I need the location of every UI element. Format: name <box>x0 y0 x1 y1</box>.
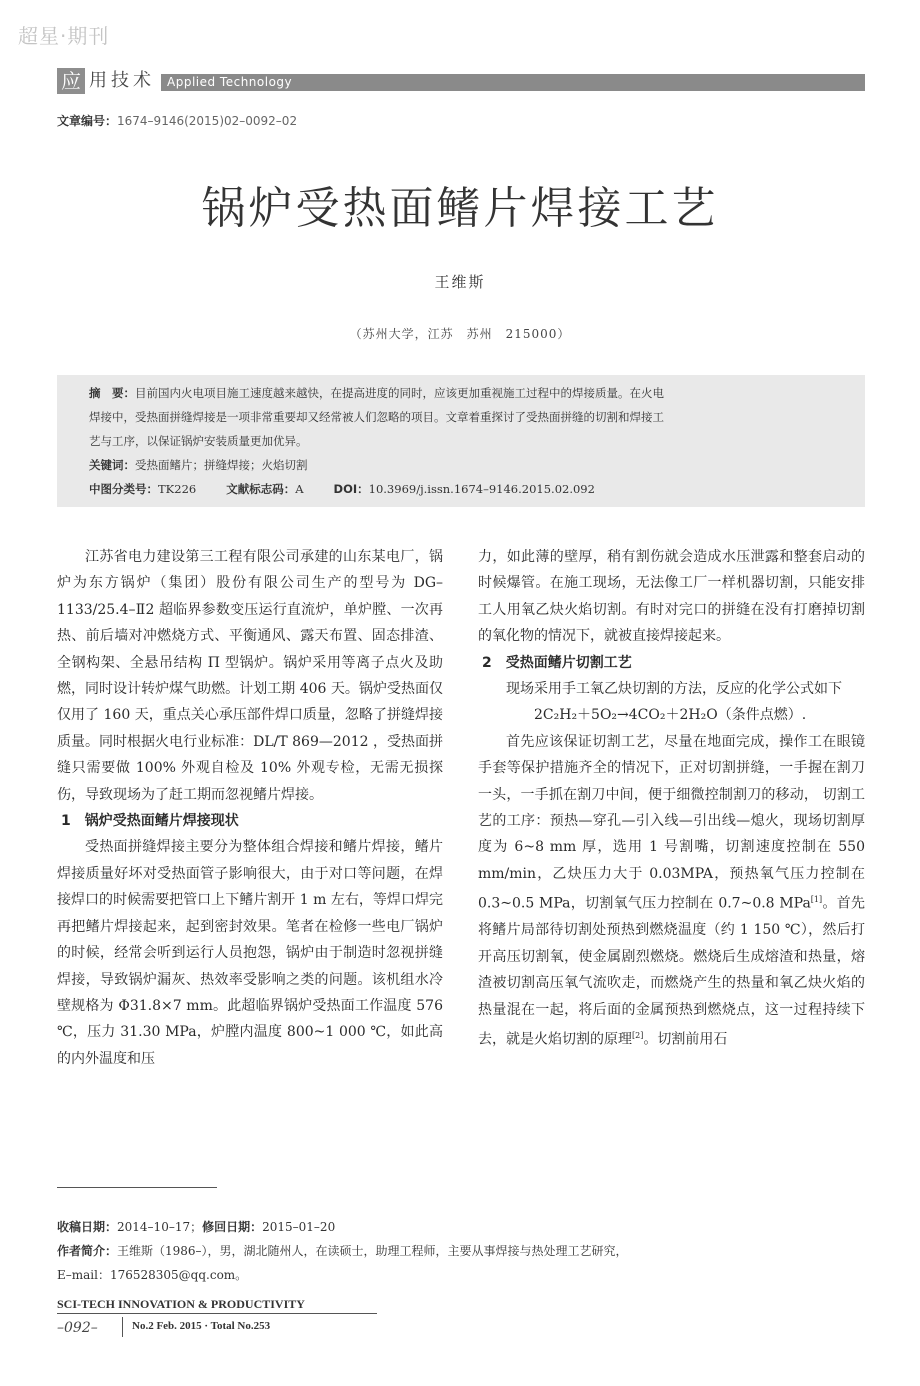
doc-code-label: 文献标志码： <box>226 482 296 496</box>
footnote-divider <box>57 1187 217 1188</box>
received-label: 收稿日期： <box>57 1220 118 1234</box>
abstract-label: 摘 要： <box>89 386 135 400</box>
revised-date: 2015–01–20 <box>262 1220 336 1234</box>
abstract-box <box>57 375 865 507</box>
left-column <box>57 544 443 1072</box>
abstract-line <box>89 385 664 401</box>
paragraph-continued: 力，如此薄的壁厚，稍有割伤就会造成水压泄露和整套启动的时候爆管。在施工现场，无法像工厂一样机器切割，只能安排工人用氧乙炔火焰切割。有时对完口的拼缝在没有打磨掉切割的氧化物的情况下，就被直接焊接起来。 <box>478 549 865 645</box>
author-name: 王维斯 <box>434 273 486 291</box>
article-number-label: 文章编号： <box>57 114 118 128</box>
section-title-en: Applied Technology <box>167 75 293 89</box>
journal-divider <box>57 1313 377 1314</box>
revised-label: 修回日期： <box>202 1220 263 1234</box>
bio-text: 王维斯（1986–），男，湖北随州人，在读硕士，助理工程师，主要从事焊接与热处理工艺研究， <box>117 1244 628 1258</box>
abstract-line: 焊接中，受热面拼缝焊接是一项非常重要却又经常被人们忽略的项目。文章着重探讨了受热面拼缝的切割和焊接工 <box>89 410 664 424</box>
process-text-2: 。首先将鳍片局部待切割处预热到燃烧温度（约 1 150 ℃），然后打开高压切割氧，使金属剧烈燃烧。燃烧后生成熔渣和热量，熔渣被切割高压氧气流吹走，而燃烧产生的热量和氧乙炔火焰的热量混在一起，将后面的金属预热到燃烧点，这一过程持续下去，就是火焰切割的原理 <box>478 895 865 1048</box>
clc-value: TK226 <box>158 482 197 496</box>
abstract-line: 艺与工序，以保证锅炉安装质量更加优异。 <box>89 434 308 448</box>
paragraph-process <box>478 729 865 1053</box>
keywords: 受热面鳍片；拼缝焊接；火焰切割 <box>135 458 308 472</box>
section-heading-2: 2 受热面鳍片切割工艺 <box>482 654 632 671</box>
bio-label: 作者简介： <box>57 1244 118 1258</box>
doi-label: DOI： <box>333 482 369 496</box>
reference-2[interactable]: [2] <box>632 1030 644 1040</box>
paper-title: 锅炉受热面鳍片焊接工艺 <box>201 183 719 234</box>
section-initial: 应 <box>57 68 85 94</box>
clc-label: 中图分类号： <box>89 482 158 496</box>
article-number-value: 1674–9146(2015)02–0092–02 <box>117 114 298 128</box>
right-column <box>478 544 865 1053</box>
affiliation: （苏州大学，江苏 苏州 215000） <box>349 327 571 341</box>
paragraph-method: 现场采用手工氧乙炔切割的方法，反应的化学公式如下 <box>506 681 842 698</box>
paragraph-status: 受热面拼缝焊接主要分为整体组合焊接和鳍片焊接，鳍片焊接质量好坏对受热面管子影响很大，由于对口等问题，在焊接焊口的时候需要把管口上下鳍片割开 1 m 左右，等焊口焊完再把鳍片焊接起来，起到密封效果。笔者在检修一些电厂锅炉的时候，经常会听到运行人员抱怨，锅炉由于制造时忽视拼缝焊接，导致锅炉漏灰、热效率受影响之类的问题。该机组水冷壁规格为 Φ31.8×7 mm。此超临界锅炉受热面工作温度 576 ℃，压力 31.30 MPa，炉膛内温度 800~1 000 ℃，如此高的内外温度和压 <box>57 839 443 1067</box>
classification-line <box>89 481 595 497</box>
doi-value: 10.3969/j.issn.1674–9146.2015.02.092 <box>368 482 595 496</box>
keywords-label: 关键词： <box>89 458 135 472</box>
section-heading-1: 1 锅炉受热面鳍片焊接现状 <box>61 813 239 830</box>
footer-separator <box>122 1317 123 1337</box>
page-number: –092– <box>57 1320 98 1336</box>
author-bio <box>57 1242 628 1259</box>
issue-info: No.2 Feb. 2015 · Total No.253 <box>132 1320 271 1332</box>
received-date: 2014–10–17； <box>117 1220 203 1234</box>
dates-line <box>57 1218 335 1235</box>
author-email: E–mail：176528305@qq.com。 <box>57 1268 248 1282</box>
paragraph-intro: 江苏省电力建设第三工程有限公司承建的山东某电厂，锅炉为东方锅炉（集团）股份有限公司生产的型号为 DG–1133/25.4–Ⅱ2 超临界参数变压运行直流炉，单炉膛、一次再热、前后墙对冲燃烧方式、平衡通风、露天布置、固态排渣、全钢构架、全悬吊结构 Π 型锅炉。锅炉采用等离子点火及助燃，同时设计转炉煤气助燃。计划工期 406 天。锅炉受热面仅仅用了 160 天，重点关心承压部件焊口质量，忽略了拼缝焊接质量。同时根据火电行业标准：DL/T 869—2012 ，受热面拼缝只需要做 100% 外观自检及 10% 外观专检，无需无损探伤，导致现场为了赶工期而忽视鳍片焊接。 <box>57 549 443 803</box>
article-number <box>57 112 297 129</box>
reference-1[interactable]: [1] <box>810 895 823 905</box>
keywords-line <box>89 457 308 473</box>
doc-code-value: A <box>295 482 304 496</box>
section-title-cn: 用技术 <box>89 70 155 91</box>
section-header <box>57 68 865 94</box>
abstract-text-1: 目前国内火电项目施工速度越来越快，在提高进度的同时，应该更加重视施工过程中的焊接质量。在火电 <box>135 386 664 400</box>
process-text-1: 首先应该保证切割工艺，尽量在地面完成，操作工在眼镜手套等保护措施齐全的情况下，正对切割拼缝，一手握在割刀一头，一手抓在割刀中间，便于细微控制割刀的移动， 切割工艺的工序：预热—穿孔—引入线—引出线—熄火，现场切割厚度为 6~8 mm 厚，选用 1 号割嘴，切割速度控制在 550 mm/min，乙炔压力大于 0.03MPA，预热氧气压力控制在 0.3~0.5 MPa，切割氧气压力控制在 0.7~0.8 MPa <box>478 733 865 912</box>
journal-name: SCI-TECH INNOVATION & PRODUCTIVITY <box>57 1297 305 1311</box>
chemical-formula: 2C₂H₂＋5O₂→4CO₂＋2H₂O（条件点燃）. <box>534 707 807 724</box>
process-text-3: 。切割前用石 <box>643 1031 728 1048</box>
watermark-logo: 超星·期刊 <box>18 24 110 48</box>
